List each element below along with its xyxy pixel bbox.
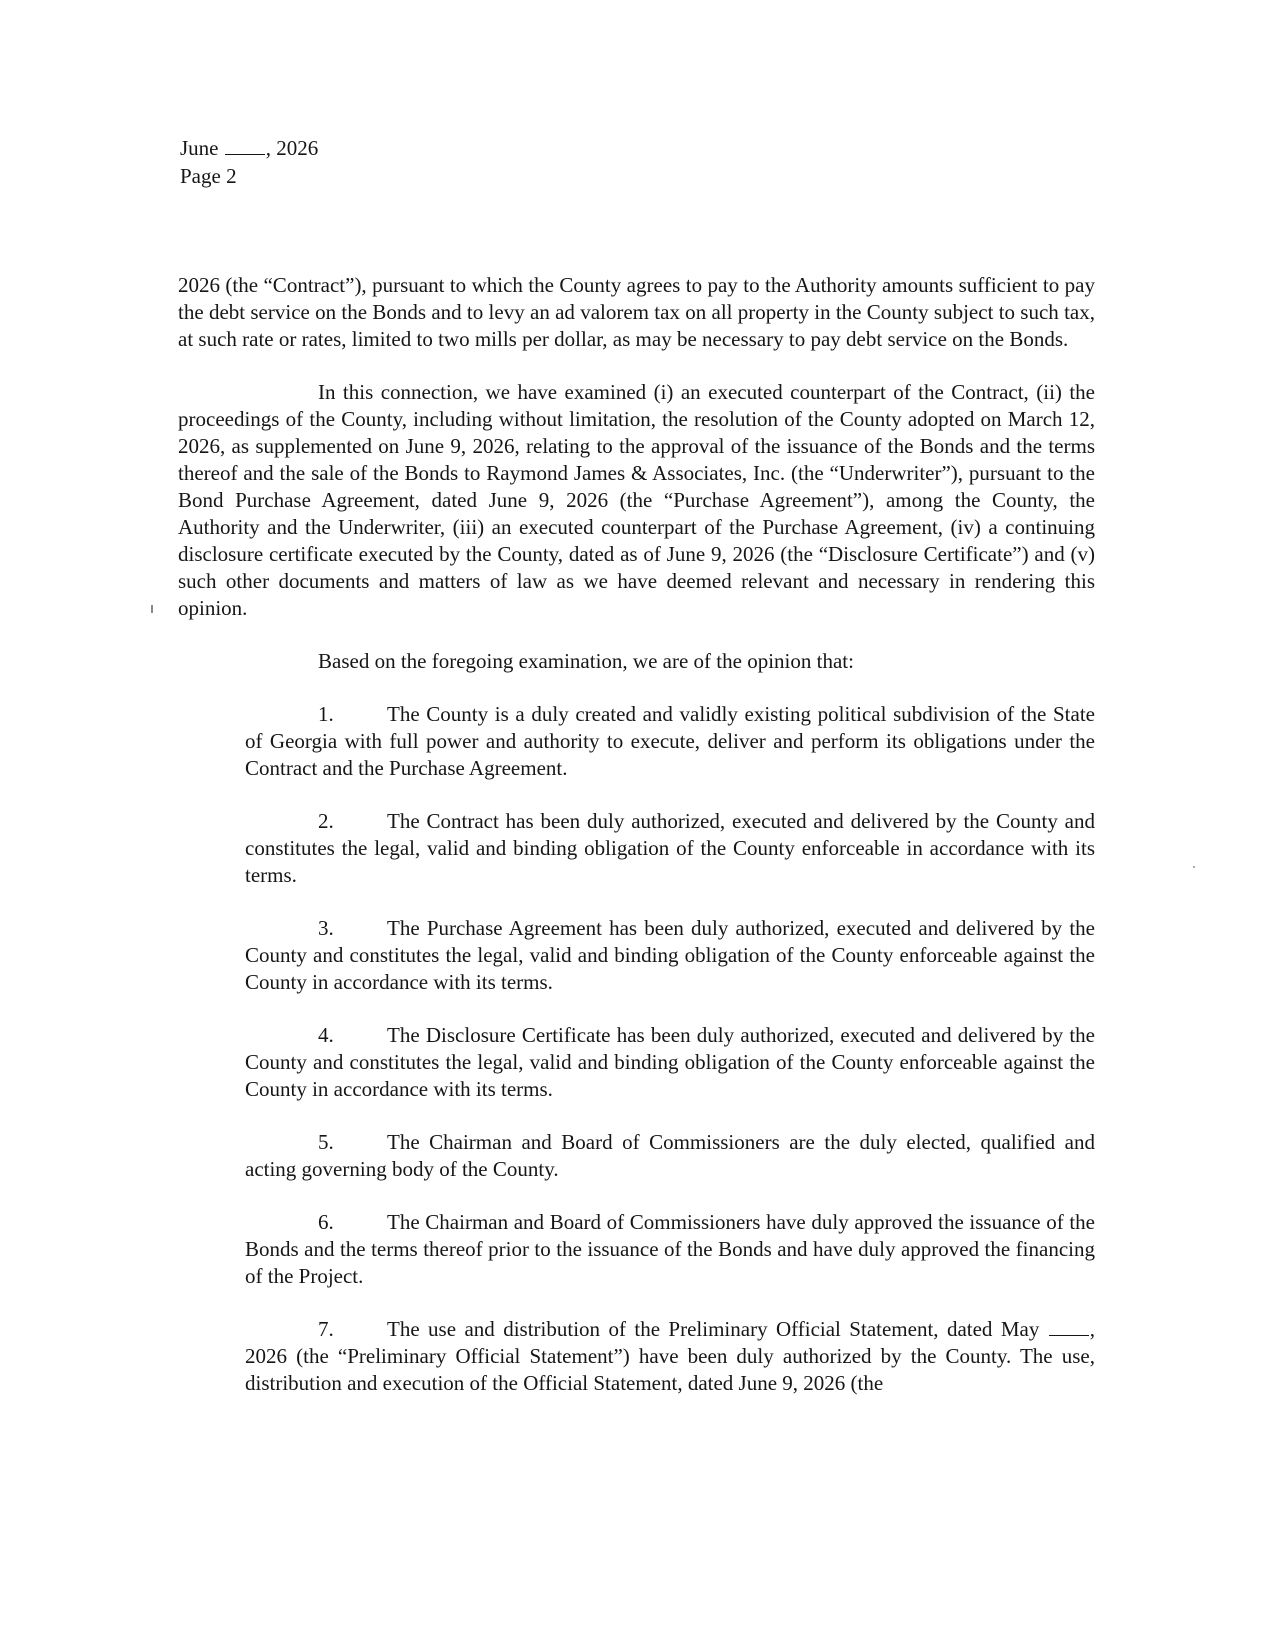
opinion-item <box>245 1209 1095 1290</box>
date-blank-line <box>1049 1317 1089 1336</box>
opinion-item-text: The Disclosure Certificate has been duly authorized, executed and delivered by the County and constitutes the legal, valid and binding obligation of the County enforceable against the County in accordance with its terms. <box>245 1023 1095 1101</box>
scan-speck <box>1193 866 1195 868</box>
page-header <box>180 134 318 190</box>
opinion-item-number: 6. <box>318 1210 334 1234</box>
opinion-item-text-part1: The use and distribution of the Preliminary Official Statement, dated May <box>387 1317 1040 1341</box>
opinion-item-7 <box>245 1316 1095 1397</box>
opinion-item <box>245 1022 1095 1103</box>
header-date <box>180 134 318 162</box>
opinion-item-number: 5. <box>318 1130 334 1154</box>
opinion-item <box>245 915 1095 996</box>
header-page-number: Page 2 <box>180 164 237 188</box>
scan-mark <box>151 605 153 613</box>
opinion-item-text-part2: , 2026 (the “Preliminary Official Statement”) have been duly authorized by the County. The use, distribution and execution of the Official Statement, dated June 9, 2026 (the <box>245 1317 1096 1395</box>
opinion-item-number: 1. <box>318 702 334 726</box>
header-date-month: June <box>180 136 219 160</box>
opinion-item-text: The Contract has been duly authorized, executed and delivered by the County and constitutes the legal, valid and binding obligation of the County enforceable in accordance with its terms. <box>245 809 1095 887</box>
opinion-item-number: 2. <box>318 809 334 833</box>
opinion-item <box>245 701 1095 782</box>
paragraph-contract: 2026 (the “Contract”), pursuant to which the County agrees to pay to the Authority amounts sufficient to pay the debt service on the Bonds and to levy an ad valorem tax on all property in the County subject to such tax, at such rate or rates, limited to two mills per dollar, as may be necessary to pay debt service on the Bonds. <box>178 273 1095 351</box>
opinion-item-text: The County is a duly created and validly existing political subdivision of the State of Georgia with full power and authority to execute, deliver and perform its obligations under the Contract and the Purchase Agreement. <box>245 702 1095 780</box>
opinion-item-text: The Chairman and Board of Commissioners are the duly elected, qualified and acting governing body of the County. <box>245 1130 1095 1181</box>
opinion-item-text: The Chairman and Board of Commissioners have duly approved the issuance of the Bonds and the terms thereof prior to the issuance of the Bonds and have duly approved the financing of the Project. <box>245 1210 1095 1288</box>
paragraph-examination: In this connection, we have examined (i) an executed counterpart of the Contract, (ii) the proceedings of the County, including without limitation, the resolution of the County adopted on March 12, 2026, as supplemented on June 9, 2026, relating to the approval of the issuance of the Bonds and the terms thereof and the sale of the Bonds to Raymond James & Associates, Inc. (the “Underwriter”), pursuant to the Bond Purchase Agreement, dated June 9, 2026 (the “Purchase Agreement”), among the County, the Authority and the Underwriter, (iii) an executed counterpart of the Purchase Agreement, (iv) a continuing disclosure certificate executed by the County, dated as of June 9, 2026 (the “Disclosure Certificate”) and (v) such other documents and matters of law as we have deemed relevant and necessary in rendering this opinion. <box>178 380 1095 620</box>
paragraph-opinion-lead: Based on the foregoing examination, we are of the opinion that: <box>318 649 854 673</box>
header-date-year: , 2026 <box>265 136 319 160</box>
opinion-item <box>245 808 1095 889</box>
opinion-item-number: 3. <box>318 916 334 940</box>
date-blank-line <box>225 136 265 155</box>
opinion-item-text: The Purchase Agreement has been duly authorized, executed and delivered by the County and constitutes the legal, valid and binding obligation of the County enforceable against the County in accordance with its terms. <box>245 916 1095 994</box>
opinion-item-number: 4. <box>318 1023 334 1047</box>
opinion-item <box>245 1129 1095 1183</box>
opinion-item-number: 7. <box>318 1317 334 1341</box>
document-body <box>178 272 1095 1423</box>
